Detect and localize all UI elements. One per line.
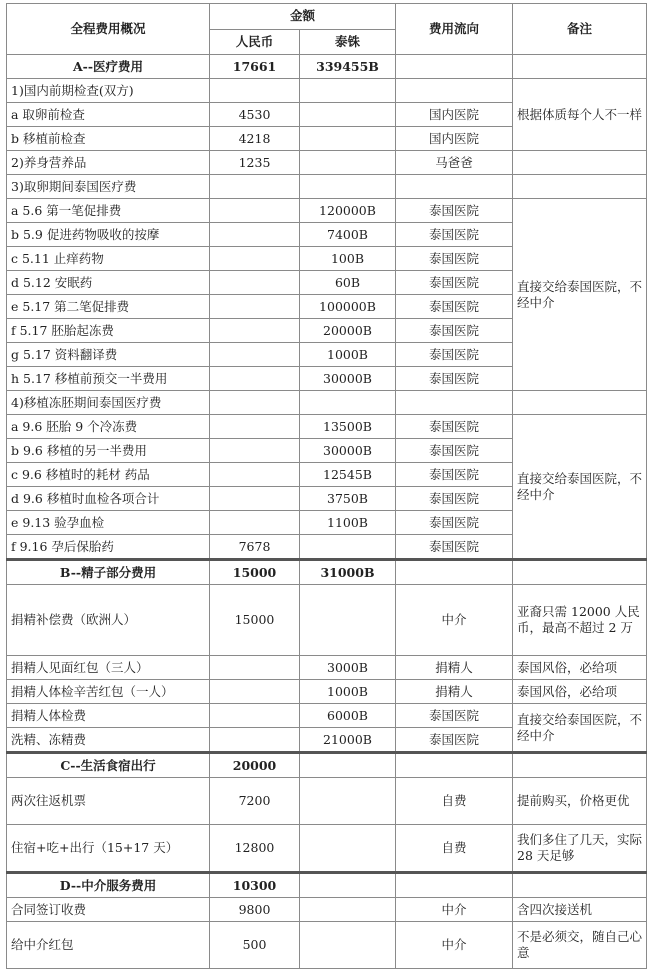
header-flow: 费用流向 xyxy=(396,4,513,55)
item-name: e 5.17 第二笔促排费 xyxy=(7,295,210,319)
item-rmb: 4218 xyxy=(210,127,300,151)
item-name: e 9.13 验孕血检 xyxy=(7,511,210,535)
item-flow: 泰国医院 xyxy=(396,728,513,753)
item-flow: 国内医院 xyxy=(396,103,513,127)
table-row xyxy=(7,656,647,680)
item-flow: 泰国医院 xyxy=(396,704,513,728)
item-flow: 泰国医院 xyxy=(396,319,513,343)
item-name: 捐精人体检辛苦红包（一人） xyxy=(7,680,210,704)
item-thb: 1000B xyxy=(300,343,396,367)
subsection-row xyxy=(7,79,647,103)
item-thb: 120000B xyxy=(300,199,396,223)
header-overview: 全程费用概况 xyxy=(7,4,210,55)
item-flow: 中介 xyxy=(396,922,513,969)
item-flow: 捐精人 xyxy=(396,680,513,704)
expense-table xyxy=(6,3,647,969)
item-thb: 100000B xyxy=(300,295,396,319)
item-rmb xyxy=(210,680,300,704)
item-flow: 泰国医院 xyxy=(396,463,513,487)
note-cell: 不是必须交，随自己心意 xyxy=(513,922,647,969)
section-d-row xyxy=(7,873,647,898)
item-flow: 泰国医院 xyxy=(396,295,513,319)
item-flow: 泰国医院 xyxy=(396,199,513,223)
header-amount: 金额 xyxy=(210,4,396,30)
item-thb xyxy=(300,585,396,656)
note-cell: 亚裔只需 12000 人民币，最高不超过 2 万 xyxy=(513,585,647,656)
item-name: b 9.6 移植的另一半费用 xyxy=(7,439,210,463)
item-flow: 马爸爸 xyxy=(396,151,513,175)
item-flow: 泰国医院 xyxy=(396,439,513,463)
table-row xyxy=(7,922,647,969)
header-row xyxy=(7,4,647,30)
item-rmb xyxy=(210,728,300,753)
item-flow: 泰国医院 xyxy=(396,487,513,511)
item-flow: 泰国医院 xyxy=(396,415,513,439)
table-row xyxy=(7,585,647,656)
item-thb: 1000B xyxy=(300,680,396,704)
item-rmb: 12800 xyxy=(210,825,300,873)
item-name: g 5.17 资料翻译费 xyxy=(7,343,210,367)
section-a-row xyxy=(7,55,647,79)
item-thb: 6000B xyxy=(300,704,396,728)
item-flow: 自费 xyxy=(396,825,513,873)
item-name: b 移植前检查 xyxy=(7,127,210,151)
item-thb: 12545B xyxy=(300,463,396,487)
item-flow: 泰国医院 xyxy=(396,535,513,560)
subsection-4-label: 4)移植冻胚期间泰国医疗费 xyxy=(7,391,210,415)
item-name: a 5.6 第一笔促排费 xyxy=(7,199,210,223)
item-thb: 13500B xyxy=(300,415,396,439)
item-thb: 21000B xyxy=(300,728,396,753)
section-c-row xyxy=(7,753,647,778)
item-thb: 3750B xyxy=(300,487,396,511)
table-row xyxy=(7,898,647,922)
item-thb: 100B xyxy=(300,247,396,271)
item-name: 给中介红包 xyxy=(7,922,210,969)
item-thb: 3000B xyxy=(300,656,396,680)
section-b-rmb: 15000 xyxy=(210,560,300,585)
item-flow: 泰国医院 xyxy=(396,511,513,535)
item-name: b 5.9 促进药物吸收的按摩 xyxy=(7,223,210,247)
item-thb: 60B xyxy=(300,271,396,295)
item-thb: 30000B xyxy=(300,439,396,463)
section-d-label: D--中介服务费用 xyxy=(7,873,210,898)
table-row xyxy=(7,680,647,704)
note-cell: 提前购买，价格更优 xyxy=(513,778,647,825)
item-name: 住宿+吃+出行（15+17 天） xyxy=(7,825,210,873)
section-a-thb: 339455B xyxy=(300,55,396,79)
item-flow: 中介 xyxy=(396,898,513,922)
item-rmb: 9800 xyxy=(210,898,300,922)
header-rmb: 人民币 xyxy=(210,29,300,55)
item-name: 两次往返机票 xyxy=(7,778,210,825)
item-thb: 1100B xyxy=(300,511,396,535)
note-cell: 泰国风俗，必给项 xyxy=(513,680,647,704)
item-rmb: 4530 xyxy=(210,103,300,127)
item-name: d 5.12 安眠药 xyxy=(7,271,210,295)
item-rmb xyxy=(210,439,300,463)
item-name: 捐精人体检费 xyxy=(7,704,210,728)
item-thb xyxy=(300,535,396,560)
note-cell: 根据体质每个人不一样 xyxy=(513,79,647,151)
item-name: a 9.6 胚胎 9 个冷冻费 xyxy=(7,415,210,439)
header-thb: 泰铢 xyxy=(300,29,396,55)
table-row xyxy=(7,825,647,873)
item-name: f 9.16 孕后保胎药 xyxy=(7,535,210,560)
header-remark: 备注 xyxy=(513,4,647,55)
section-c-label: C--生活食宿出行 xyxy=(7,753,210,778)
item-rmb: 7200 xyxy=(210,778,300,825)
table-row xyxy=(7,415,647,439)
item-rmb xyxy=(210,487,300,511)
item-flow: 泰国医院 xyxy=(396,247,513,271)
item-name: 捐精人见面红包（三人） xyxy=(7,656,210,680)
section-b-label: B--精子部分费用 xyxy=(7,560,210,585)
item-rmb xyxy=(210,415,300,439)
subsection-row xyxy=(7,175,647,199)
item-thb: 20000B xyxy=(300,319,396,343)
item-flow: 自费 xyxy=(396,778,513,825)
item-rmb xyxy=(210,463,300,487)
subsection-row xyxy=(7,391,647,415)
item-name: d 9.6 移植时血检各项合计 xyxy=(7,487,210,511)
item-thb: 30000B xyxy=(300,367,396,391)
table-row xyxy=(7,704,647,728)
item-rmb xyxy=(210,656,300,680)
note-cell: 直接交给泰国医院，不经中介 xyxy=(513,704,647,753)
item-name: 捐精补偿费（欧洲人） xyxy=(7,585,210,656)
item-rmb: 1235 xyxy=(210,151,300,175)
note-cell: 泰国风俗，必给项 xyxy=(513,656,647,680)
item-rmb: 500 xyxy=(210,922,300,969)
section-b-thb: 31000B xyxy=(300,560,396,585)
subsection-3-label: 3)取卵期间泰国医疗费 xyxy=(7,175,210,199)
section-c-rmb: 20000 xyxy=(210,753,300,778)
table-row xyxy=(7,778,647,825)
item-name: c 9.6 移植时的耗材 药品 xyxy=(7,463,210,487)
subsection-row xyxy=(7,151,647,175)
section-d-rmb: 10300 xyxy=(210,873,300,898)
subsection-1-label: 1)国内前期检查(双方) xyxy=(7,79,210,103)
item-name: h 5.17 移植前预交一半费用 xyxy=(7,367,210,391)
item-rmb xyxy=(210,511,300,535)
note-cell: 含四次接送机 xyxy=(513,898,647,922)
item-rmb: 7678 xyxy=(210,535,300,560)
note-cell: 我们多住了几天，实际 28 天足够 xyxy=(513,825,647,873)
item-rmb: 15000 xyxy=(210,585,300,656)
item-flow: 中介 xyxy=(396,585,513,656)
item-name: a 取卵前检查 xyxy=(7,103,210,127)
section-a-label: A--医疗费用 xyxy=(7,55,210,79)
note-cell: 直接交给泰国医院，不经中介 xyxy=(513,199,647,391)
item-flow: 泰国医院 xyxy=(396,367,513,391)
table-row xyxy=(7,199,647,223)
item-name: f 5.17 胚胎起冻费 xyxy=(7,319,210,343)
item-flow: 国内医院 xyxy=(396,127,513,151)
item-name: 洗精、冻精费 xyxy=(7,728,210,753)
section-b-row xyxy=(7,560,647,585)
item-name: c 5.11 止痒药物 xyxy=(7,247,210,271)
subsection-2-label: 2)养身营养品 xyxy=(7,151,210,175)
item-flow: 泰国医院 xyxy=(396,223,513,247)
note-cell: 直接交给泰国医院，不经中介 xyxy=(513,415,647,560)
item-thb: 7400B xyxy=(300,223,396,247)
item-flow: 泰国医院 xyxy=(396,343,513,367)
item-flow: 泰国医院 xyxy=(396,271,513,295)
item-flow: 捐精人 xyxy=(396,656,513,680)
item-name: 合同签订收费 xyxy=(7,898,210,922)
section-a-rmb: 17661 xyxy=(210,55,300,79)
item-rmb xyxy=(210,704,300,728)
